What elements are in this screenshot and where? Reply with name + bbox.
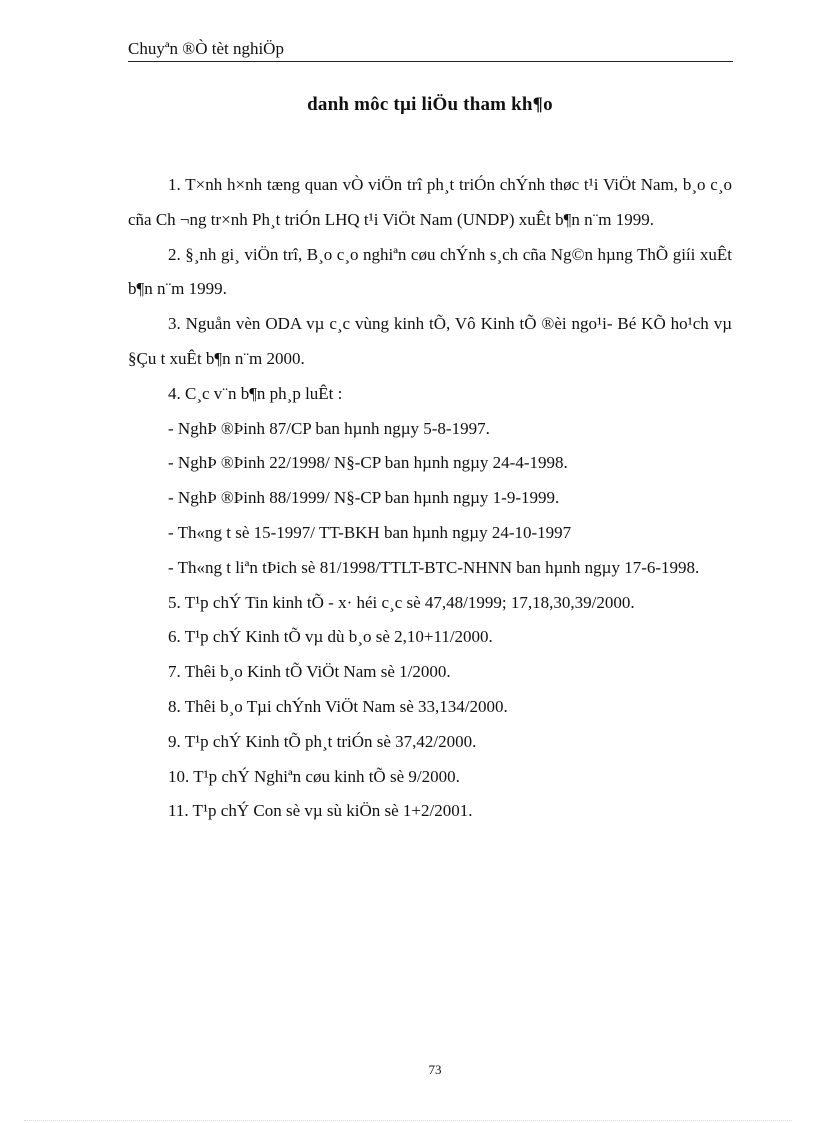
reference-item: 10. T¹p chÝ Nghiªn cøu kinh tÕ sè 9/2000. bbox=[168, 766, 460, 786]
reference-item: 3. Nguån vèn ODA vµ c¸c vùng kinh tÕ, Vô Kinh tÕ ®èi ngo¹i- Bé KÕ ho¹ch vµ §Çu t xuÊt b¶n n¨m 2000. bbox=[128, 314, 732, 368]
reference-item: 1. T×nh h×nh tæng quan vÒ viÖn trî ph¸t triÓn chÝnh thøc t¹i ViÖt Nam, b¸o c¸o cña Ch ¬ng tr×nh Ph¸t triÓn LHQ t¹i ViÖt Nam (UNDP) xuÊt b¶n n¨m 1999. bbox=[128, 175, 732, 229]
reference-item: 7. Thêi b¸o Kinh tÕ ViÖt Nam sè 1/2000. bbox=[168, 662, 451, 682]
running-header: Chuyªn ®Ò tèt nghiÖp bbox=[128, 38, 733, 62]
reference-item: 4. C¸c v¨n b¶n ph¸p luÊt : bbox=[168, 383, 343, 403]
reference-item: 11. T¹p chÝ Con sè vµ sù kiÖn sè 1+2/2001. bbox=[168, 801, 473, 821]
reference-item: 8. Thêi b¸o Tµi chÝnh ViÖt Nam sè 33,134/2000. bbox=[168, 696, 508, 716]
legal-document-item: - Th«ng t liªn tÞich sè 81/1998/TTLT-BTC-NHNN ban hµnh ngµy 17-6-1998. bbox=[168, 557, 700, 577]
reference-item: 9. T¹p chÝ Kinh tÕ ph¸t triÓn sè 37,42/2000. bbox=[168, 731, 477, 751]
page-title: danh môc tµi liÖu tham kh¶o bbox=[307, 94, 553, 115]
page-number: 73 bbox=[428, 1062, 442, 1077]
legal-document-item: - NghÞ ®Þinh 22/1998/ N§-CP ban hµnh ngµy 24-4-1998. bbox=[168, 453, 568, 473]
reference-list bbox=[128, 168, 732, 829]
legal-document-item: - NghÞ ®Þinh 87/CP ban hµnh ngµy 5-8-1997. bbox=[168, 418, 490, 438]
reference-item: 2. §¸nh gi¸ viÖn trî, B¸o c¸o nghiªn cøu chÝnh s¸ch cña Ng©n hµng ThÕ giíi xuÊt b¶n n¨m 1999. bbox=[128, 244, 732, 299]
page-bottom-rule bbox=[24, 1120, 792, 1121]
legal-document-item: - NghÞ ®Þinh 88/1999/ N§-CP ban hµnh ngµy 1-9-1999. bbox=[168, 488, 560, 508]
reference-item: 6. T¹p chÝ Kinh tÕ vµ dù b¸o sè 2,10+11/2000. bbox=[168, 627, 493, 647]
legal-document-item: - Th«ng t sè 15-1997/ TT-BKH ban hµnh ngµy 24-10-1997 bbox=[168, 522, 572, 542]
reference-item: 5. T¹p chÝ Tin kinh tÕ - x· héi c¸c sè 47,48/1999; 17,18,30,39/2000. bbox=[168, 592, 635, 612]
